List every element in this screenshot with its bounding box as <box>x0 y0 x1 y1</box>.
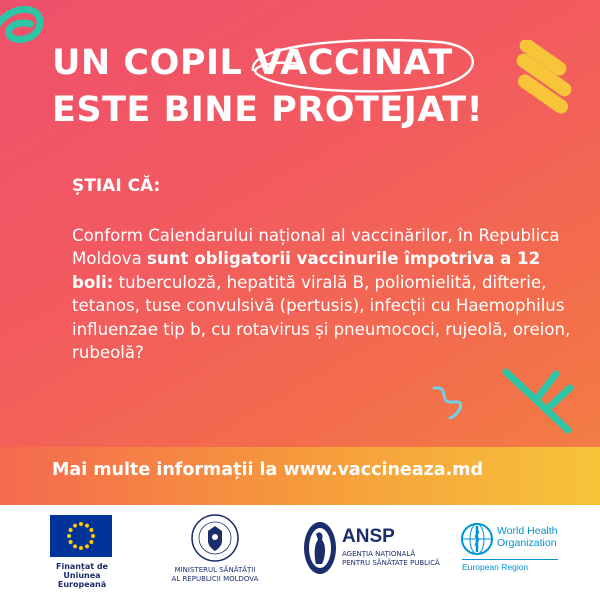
ansp-caption <box>342 550 452 568</box>
ansp-caption-line2: PENTRU SĂNĂTATE PUBLICĂ <box>342 559 440 567</box>
eu-caption-line2: Uniunea Europeană <box>57 571 107 589</box>
headline-line2: ESTE BINE PROTEJAT! <box>52 90 484 130</box>
headline-emphasis <box>255 40 453 87</box>
body-text-part1: Conform Calendarului național al vaccinărilor, în Republica Moldova <box>72 226 560 269</box>
ministry-caption-line2: AL REPUBLICII MOLDOVA <box>171 575 259 583</box>
who-caption <box>497 525 558 549</box>
who-caption-line1: World Health <box>497 525 558 537</box>
ministry-caption-line1: MINISTERUL SĂNĂTĂȚII <box>174 566 256 574</box>
yellow-squiggle-decoration <box>510 40 580 120</box>
ansp-caption-line1: AGENȚIA NAȚIONALĂ <box>342 550 416 558</box>
who-emblem-icon <box>460 522 494 556</box>
teal-antibody-decoration <box>496 360 586 440</box>
who-caption-line2: Organization <box>497 537 557 549</box>
did-you-know-heading: ȘTIAI CĂ: <box>72 176 161 196</box>
headline-emphasis-text: VACCINAT <box>255 43 453 83</box>
more-info-text: Mai multe informații la www.vaccineaza.md <box>52 460 483 480</box>
body-text-bold: sunt obligatorii vaccinurile împotriva a 12 boli: <box>72 249 541 292</box>
eu-caption <box>40 562 124 589</box>
body-text <box>72 224 584 364</box>
ministry-seal-icon <box>190 513 240 563</box>
who-region: European Region <box>462 559 558 572</box>
blue-squiggle-decoration <box>430 382 470 422</box>
eu-caption-line1: Finanțat de <box>56 562 108 571</box>
headline <box>52 40 483 134</box>
eu-flag-icon <box>50 515 112 557</box>
body-text-part2: tuberculoză, hepatită virală B, poliomielită, difterie, tetanos, tuse convulsivă (pertusis), infecții cu Haemophilus influenzae tip b, cu rotavirus și pneumococi, rujeolă, oreion, rubeolă? <box>72 272 571 363</box>
headline-line1-start: UN COPIL <box>52 43 255 83</box>
ansp-name: ANSP <box>342 526 395 547</box>
circle-scribble-decoration <box>239 34 489 94</box>
ansp-emblem-icon <box>302 520 338 576</box>
ministry-caption <box>160 566 270 584</box>
